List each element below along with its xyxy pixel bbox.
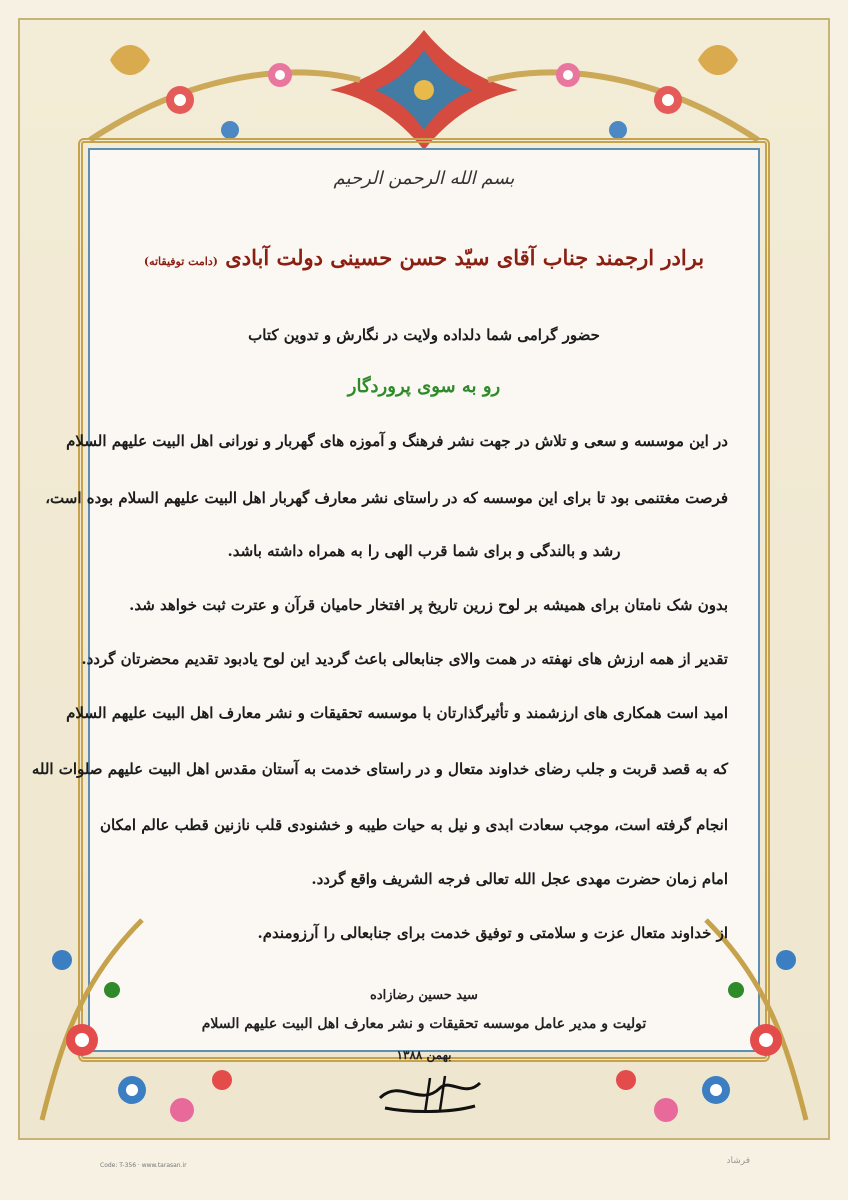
recipient-name: برادر ارجمند جناب آقای سیّد حسن حسینی دولت آبادی bbox=[225, 245, 705, 270]
signature-date: بهمن ۱۳۸۸ bbox=[396, 1048, 452, 1062]
body-line: انجام گرفته است، موجب سعادت ابدی و نیل به حیات طیبه و خشنودی قلب نازنین قطب عالم امکان bbox=[99, 816, 728, 834]
body-line: از خداوند متعال عزت و سلامتی و توفیق خدمت برای جنابعالی را آرزومندم. bbox=[257, 924, 728, 942]
footer bbox=[0, 1150, 848, 1190]
body-line: رشد و بالندگی و برای شما قرب الهی را به همراه داشته باشد. bbox=[227, 542, 621, 560]
footer-mark: فرشاد bbox=[726, 1156, 750, 1166]
body-line: در این موسسه و سعی و تلاش در جهت نشر فرهنگ و آموزه های گهربار و نورانی اهل البیت علیهم السلام bbox=[66, 432, 728, 450]
body-line: فرصت مغتنمی بود تا برای این موسسه که در راستای نشر معارف گهربار اهل البیت علیهم السلام بوده است، bbox=[45, 489, 728, 507]
bismillah-calligraphy: بسم الله الرحمن الرحیم bbox=[333, 168, 515, 189]
body-line: امید است همکاری های ارزشمند و تأثیرگذارتان با موسسه تحقیقات و نشر معارف اهل البیت علیهم السلام bbox=[66, 704, 728, 722]
certificate-body bbox=[31, 150, 748, 1062]
body-line: بدون شک نامتان برای همیشه بر لوح زرین تاریخ پر افتخار حامیان قرآن و عترت ثبت خواهد شد. bbox=[129, 596, 728, 614]
body-line: که به قصد قربت و جلب رضای خداوند متعال و در راستای خدمت به آستان مقدس اهل البیت علیهم صلوات الله bbox=[31, 760, 728, 778]
signatory-name: سید حسین رضازاده bbox=[370, 988, 478, 1003]
recipient-suffix: (دامت توفیقاته) bbox=[143, 255, 218, 268]
recipient-title bbox=[100, 245, 748, 270]
signatory-position: تولیت و مدیر عامل موسسه تحقیقات و نشر معارف اهل البیت علیهم السلام bbox=[201, 1016, 647, 1032]
footer-code: Code: T-356 · www.tarasan.ir bbox=[100, 1162, 187, 1169]
body-line: تقدیر از همه ارزش های نهفته در همت والای جنابعالی باعث گردید این لوح یادبود تقدیم محضرتان گردد. bbox=[81, 650, 728, 668]
handwritten-signature-icon bbox=[370, 1068, 490, 1118]
book-title: رو به سوی پروردگار bbox=[347, 376, 501, 397]
intro-line: حضور گرامی شما دلداده ولایت در نگارش و تدوین کتاب bbox=[248, 326, 600, 344]
body-line: امام زمان حضرت مهدی عجل الله تعالی فرجه الشریف واقع گردد. bbox=[311, 870, 728, 888]
